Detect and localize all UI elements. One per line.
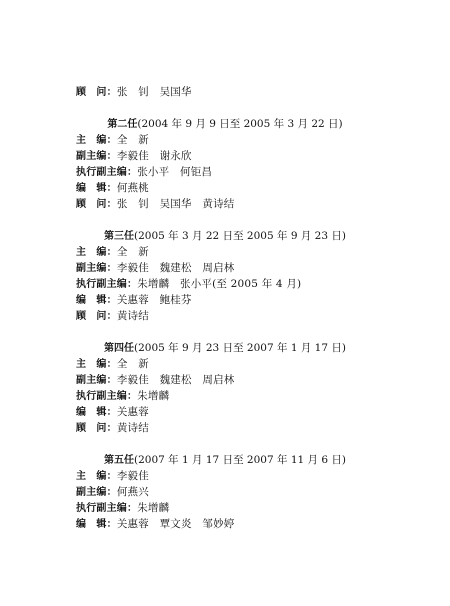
row-label: 执行副主编： [76, 167, 138, 178]
term-heading-5 [0, 453, 450, 468]
row-label: 副主编： [76, 263, 117, 274]
row-label: 主 编： [76, 135, 117, 146]
row-value: 全 新 [116, 358, 149, 370]
advisor-row [76, 309, 149, 324]
term-heading-4 [0, 341, 450, 356]
row-label: 顾 问： [76, 311, 117, 322]
row-value: 朱增麟 [137, 502, 170, 514]
row-label: 副主编： [76, 375, 117, 386]
term-title: 第五任 [104, 455, 135, 466]
term-title: 第三任 [104, 231, 135, 242]
editor-row [76, 517, 235, 532]
row-value: 全 新 [116, 134, 149, 146]
row-value: 关惠蓉 覃文炎 邹妙婷 [116, 518, 235, 530]
row-value: 李毅佳 [116, 470, 149, 482]
term-period: (2005 年 3 月 22 日至 2005 年 9 月 23 日) [134, 230, 346, 242]
editor-row [76, 405, 149, 420]
row-label: 主 编： [76, 471, 117, 482]
row-value: 何燕桃 [116, 182, 149, 194]
row-label: 顾 问： [76, 423, 117, 434]
executive-deputy-editor-row [76, 501, 169, 516]
term-period: (2007 年 1 月 17 日至 2007 年 11 月 6 日) [134, 454, 346, 466]
row-value: 黄诗结 [116, 422, 149, 434]
executive-deputy-editor-row [76, 165, 212, 180]
row-value: 何燕兴 [116, 486, 149, 498]
row-label: 主 编： [76, 247, 117, 258]
advisor-row [76, 421, 149, 436]
row-value: 朱增麟 [137, 390, 170, 402]
row-value: 全 新 [116, 246, 149, 258]
row-label: 顾 问： [76, 87, 117, 98]
row-label: 执行副主编： [76, 391, 138, 402]
row-label: 编 辑： [76, 183, 117, 194]
deputy-editor-row [76, 261, 235, 276]
row-value: 关惠蓉 鲍桂芬 [116, 294, 192, 306]
editor-row [76, 293, 192, 308]
row-value: 李毅佳 魏建松 周启林 [116, 262, 235, 274]
row-label: 副主编： [76, 487, 117, 498]
editor-row [76, 181, 149, 196]
row-value: 李毅佳 谢永欣 [116, 150, 192, 162]
term-period: (2005 年 9 月 23 日至 2007 年 1 月 17 日) [134, 342, 346, 354]
chief-editor-row [76, 245, 149, 260]
row-value: 李毅佳 魏建松 周启林 [116, 374, 235, 386]
deputy-editor-row [76, 149, 192, 164]
term-title: 第四任 [104, 343, 135, 354]
term-heading-2 [0, 117, 450, 132]
row-label: 顾 问： [76, 199, 117, 210]
executive-deputy-editor-row [76, 389, 169, 404]
deputy-editor-row [76, 485, 149, 500]
row-value: 关惠蓉 [116, 406, 149, 418]
row-value: 朱增麟 张小平(至 2005 年 4 月) [137, 278, 302, 290]
advisor-row [76, 197, 235, 212]
row-label: 编 辑： [76, 295, 117, 306]
deputy-editor-row [76, 373, 235, 388]
row-label: 副主编： [76, 151, 117, 162]
row-label: 编 辑： [76, 519, 117, 530]
term-heading-3 [0, 229, 450, 244]
row-value: 张 钊 吴国华 黄诗结 [116, 198, 235, 210]
term-period: (2004 年 9 月 9 日至 2005 年 3 月 22 日) [137, 118, 343, 130]
row-value: 张小平 何钜昌 [137, 166, 213, 178]
chief-editor-row [76, 469, 149, 484]
chief-editor-row [76, 357, 149, 372]
row-label: 执行副主编： [76, 503, 138, 514]
advisor-row [76, 85, 192, 100]
chief-editor-row [76, 133, 149, 148]
term-title: 第二任 [107, 119, 138, 130]
row-value: 张 钊 吴国华 [116, 86, 192, 98]
row-label: 编 辑： [76, 407, 117, 418]
row-label: 执行副主编： [76, 279, 138, 290]
row-label: 主 编： [76, 359, 117, 370]
row-value: 黄诗结 [116, 310, 149, 322]
executive-deputy-editor-row [76, 277, 301, 292]
